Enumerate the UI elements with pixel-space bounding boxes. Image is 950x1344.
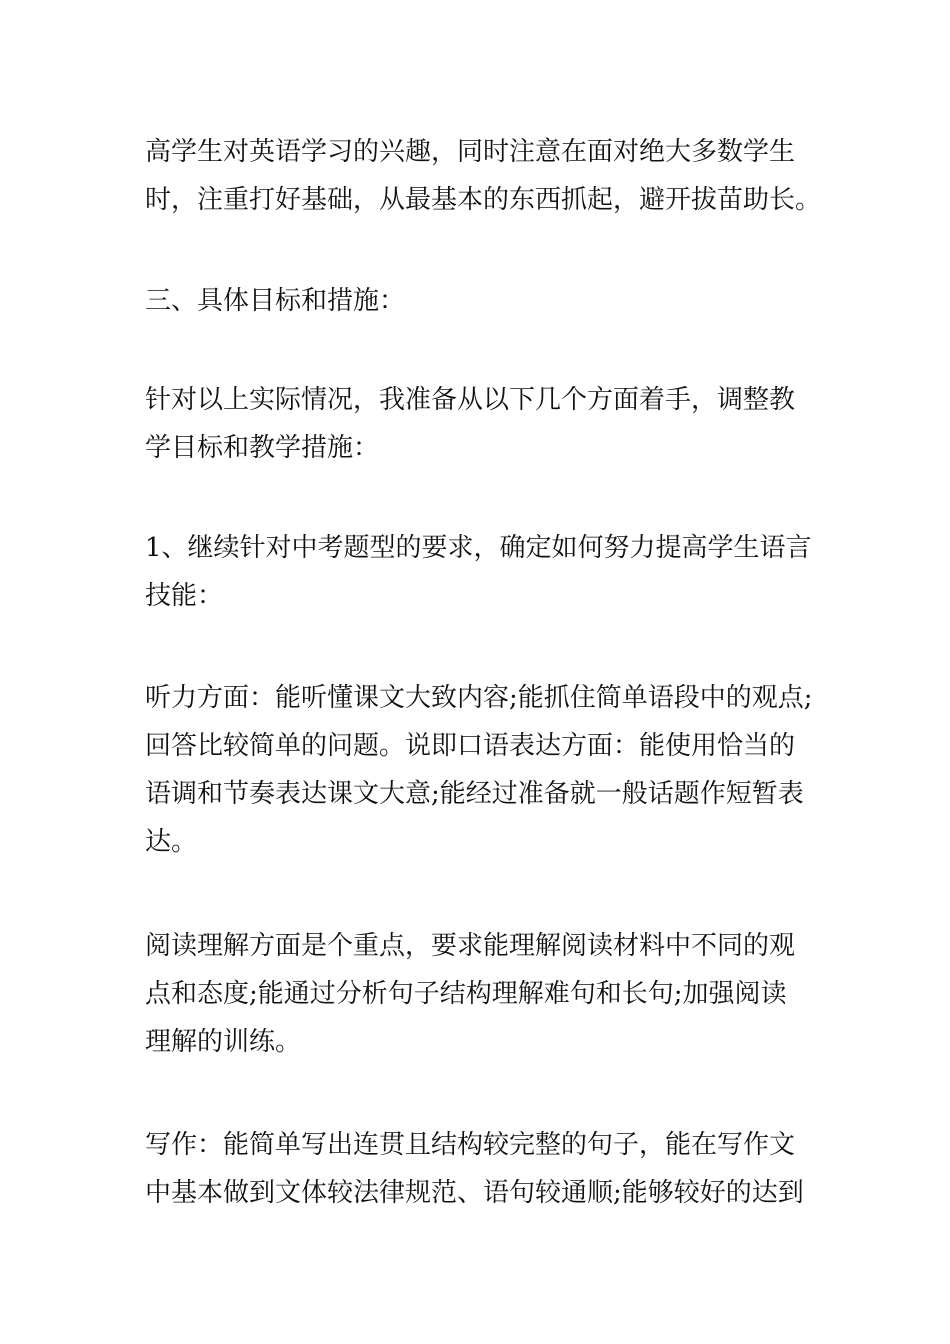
text-line: 语调和节奏表达课文大意;能经过准备就一般话题作短暂表: [145, 779, 804, 809]
text-line: 写作：能简单写出连贯且结构较完整的句子，能在写作文: [145, 1130, 796, 1160]
text-line: 三、具体目标和措施：: [145, 286, 406, 316]
section-heading-goals-measures: [145, 277, 825, 325]
text-line: 中基本做到文体较法律规范、语句较通顺;能够较好的达到: [145, 1178, 804, 1208]
text-line: 1、继续针对中考题型的要求，确定如何努力提高学生语言: [145, 533, 812, 563]
text-line: 点和态度;能通过分析句子结构理解难句和长句;加强阅读: [145, 979, 787, 1009]
text-line: 听力方面：能听懂课文大致内容;能抓住简单语段中的观点;: [145, 683, 813, 713]
text-line: 高学生对英语学习的兴趣，同时注意在面对绝大多数学生: [145, 137, 796, 167]
text-line: 时，注重打好基础，从最基本的东西抓起，避开拔苗助长。: [145, 185, 822, 215]
text-line: 达。: [145, 827, 198, 857]
paragraph-interest-foundation: [145, 128, 825, 224]
paragraph-writing: [145, 1121, 825, 1217]
paragraph-item-1-language-skills: [145, 524, 825, 620]
paragraph-listening-speaking: [145, 674, 825, 866]
text-line: 学目标和教学措施：: [145, 433, 380, 463]
text-line: 针对以上实际情况，我准备从以下几个方面着手，调整教: [145, 385, 796, 415]
text-line: 理解的训练。: [145, 1027, 302, 1057]
paragraph-reading: [145, 922, 825, 1066]
text-line: 技能：: [145, 581, 224, 611]
text-line: 阅读理解方面是个重点，要求能理解阅读材料中不同的观: [145, 931, 796, 961]
paragraph-adjust-plan: [145, 376, 825, 472]
text-line: 回答比较简单的问题。说即口语表达方面：能使用恰当的: [145, 731, 796, 761]
